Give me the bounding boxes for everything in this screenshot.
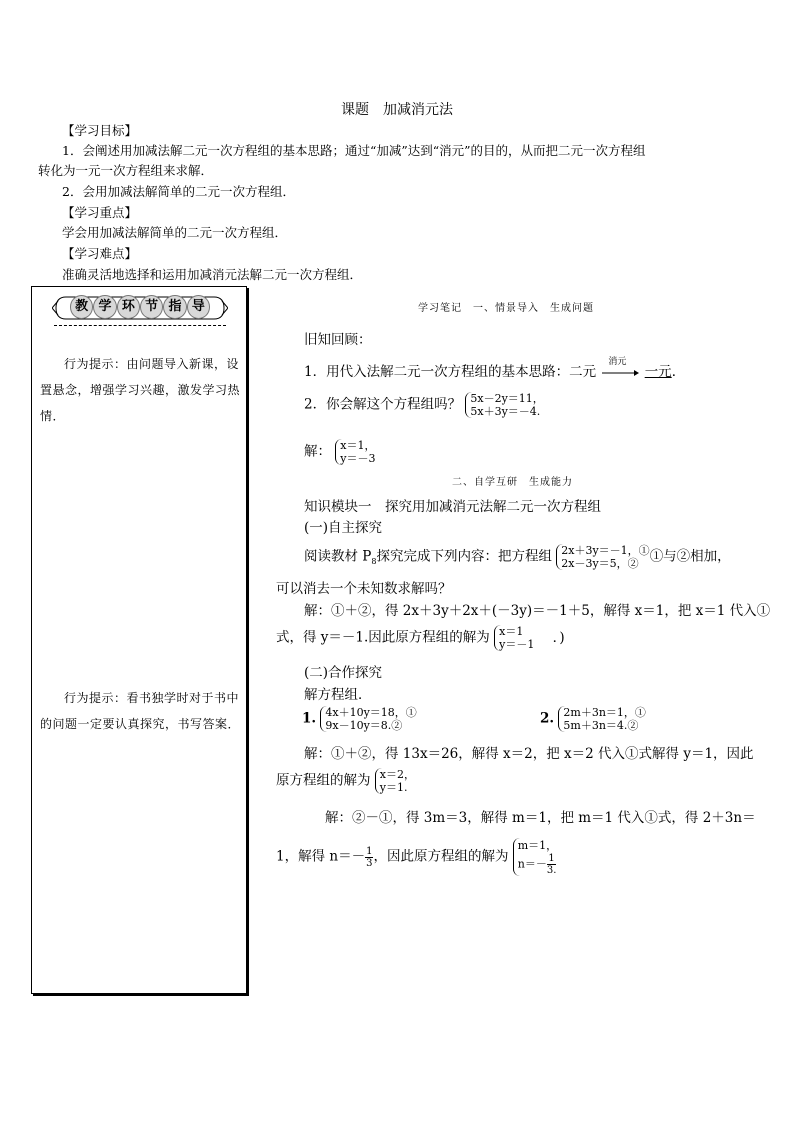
equation: m＝1， [517,839,558,852]
question-2-solution [304,439,376,465]
teaching-guide-sidebar [31,286,247,994]
problem-1 [302,706,417,732]
solution-text: 原方程组的解为 [276,772,371,789]
equation: 4x＋10y＝18，① [325,706,417,719]
equation: 5x＋3y＝－4. [470,405,541,418]
sub-section-2: (二)合作探究 [304,665,383,681]
solution-label: 解： [304,443,331,460]
solution-2-system [375,768,415,794]
equation: 2x＋3y＝－1，① [561,544,650,557]
fraction-numerator: 1 [548,853,555,864]
question-1-end: ． [671,364,686,380]
reading-tail: ①与②相加， [649,548,731,565]
tip-1: 行为提示：由问题导入新课，设置悬念，增强学习兴趣，激发学习热情． [40,357,241,423]
elimination-arrow [600,356,640,380]
equation: y＝1. [379,781,408,794]
question-2 [304,392,544,418]
solution-2-line-2 [276,768,415,794]
notes-header: 学习笔记 一、情景导入 生成问题 [418,303,594,314]
difficulty-text: 准确灵活地选择和运用加减消元法解二元一次方程组． [62,267,363,282]
equation: y＝－3 [340,452,376,465]
review-label: 旧知回顾： [304,332,372,348]
goal-1-line-2: 转化为一元一次方程组来求解． [38,163,214,178]
reading-system [556,544,649,570]
reading-text: 阅读教材 P [304,548,372,565]
fraction-denominator: 3. [546,865,557,876]
question-1-answer: 一元 [644,364,672,380]
equation: n＝－ [517,857,547,871]
goal-2: 2．会用加减法解简单的二元一次方程组． [62,184,295,199]
solution-text: 1，解得 n＝－ [276,848,366,865]
equation: x＝1， [340,439,376,452]
solution-text: 式，得 y＝－1.因此原方程组的解为 [276,629,490,646]
banner-char: 导 [187,295,210,319]
solution-3-system [513,838,557,876]
tip-2: 行为提示：看书独学时对于书中的问题一定要认真探究，书写答案． [40,691,241,731]
fraction-denominator: 3 [366,857,373,869]
solution-3-line-1: 解：②－①，得 3m＝3，解得 m＝1，把 m＝1 代入①式，得 2＋3n＝ [325,810,756,826]
section-2-header: 二、自学互研 生成能力 [452,477,573,488]
solution-end: ．) [552,629,565,646]
problem-2 [540,706,646,732]
banner-char: 节 [140,295,163,319]
equation: y＝－1 [499,638,535,651]
arrow-icon [600,366,640,380]
problem-number: 2. [540,710,555,727]
reading-task [304,544,731,570]
solve-label: 解方程组． [304,687,372,703]
fraction-numerator: 1 [366,845,373,857]
solution-1-system [494,625,534,651]
difficulty-heading: 【学习难点】 [62,246,138,261]
module-1-title: 知识模块一 探究用加减消元法解二元一次方程组 [304,499,601,515]
banner-char: 环 [117,295,140,319]
equation: x＝2， [379,768,415,781]
key-point-heading: 【学习重点】 [62,205,138,220]
equation: 9x－10y＝8.② [325,719,403,732]
reading-line-2: 可以消去一个未知数求解吗？ [276,581,452,597]
arrow-label: 消元 [608,356,627,367]
key-point-text: 学会用加减法解简单的二元一次方程组． [62,225,288,240]
banner-char: 学 [93,295,116,319]
solution-2-line-1: 解：①＋②，得 13x＝26，解得 x＝2，把 x＝2 代入①式解得 y＝1，因此 [304,746,754,762]
fraction [547,853,557,876]
question-1-text: 1．用代入法解二元一次方程组的基本思路：二元 [304,364,597,380]
banner-divider [54,325,226,326]
equation: 2m＋3n＝1，① [563,706,646,719]
banner-char: 教 [70,295,93,319]
page-subscript: 8 [371,557,377,567]
solution-1-line-2 [276,625,565,651]
question-2-system [465,392,543,418]
page-title: 课题 加减消元法 [341,102,453,118]
question-1 [304,356,686,380]
equation: x＝1 [499,625,524,638]
banner-title [52,295,228,319]
solution-1-line-1: 解：①＋②，得 2x＋3y＋2x＋(－3y)＝－1＋5，解得 x＝1，把 x＝1 代入① [304,603,771,619]
banner-char: 指 [163,295,186,319]
problem-2-system [558,706,646,732]
sub-section-1: (一)自主探究 [304,520,383,536]
equation: 5x－2y＝11， [470,392,544,405]
solution-3-line-2 [276,838,557,876]
goal-1-line-1: 1．会阐述用加减法解二元一次方程组的基本思路；通过“加减”达到“消元”的目的，从而把二元一次方程组 [62,143,646,158]
problem-1-system [320,706,416,732]
question-2-text: 2．你会解这个方程组吗？ [304,396,462,413]
solution-system [335,439,375,465]
goals-heading: 【学习目标】 [62,123,138,138]
problem-number: 1. [302,710,317,727]
reading-text: 探究完成下列内容：把方程组 [376,548,552,565]
equation: 5m＋3n＝4.② [563,719,639,732]
equation: 2x－3y＝5，② [561,557,639,570]
solution-text: ，因此原方程组的解为 [373,848,509,865]
